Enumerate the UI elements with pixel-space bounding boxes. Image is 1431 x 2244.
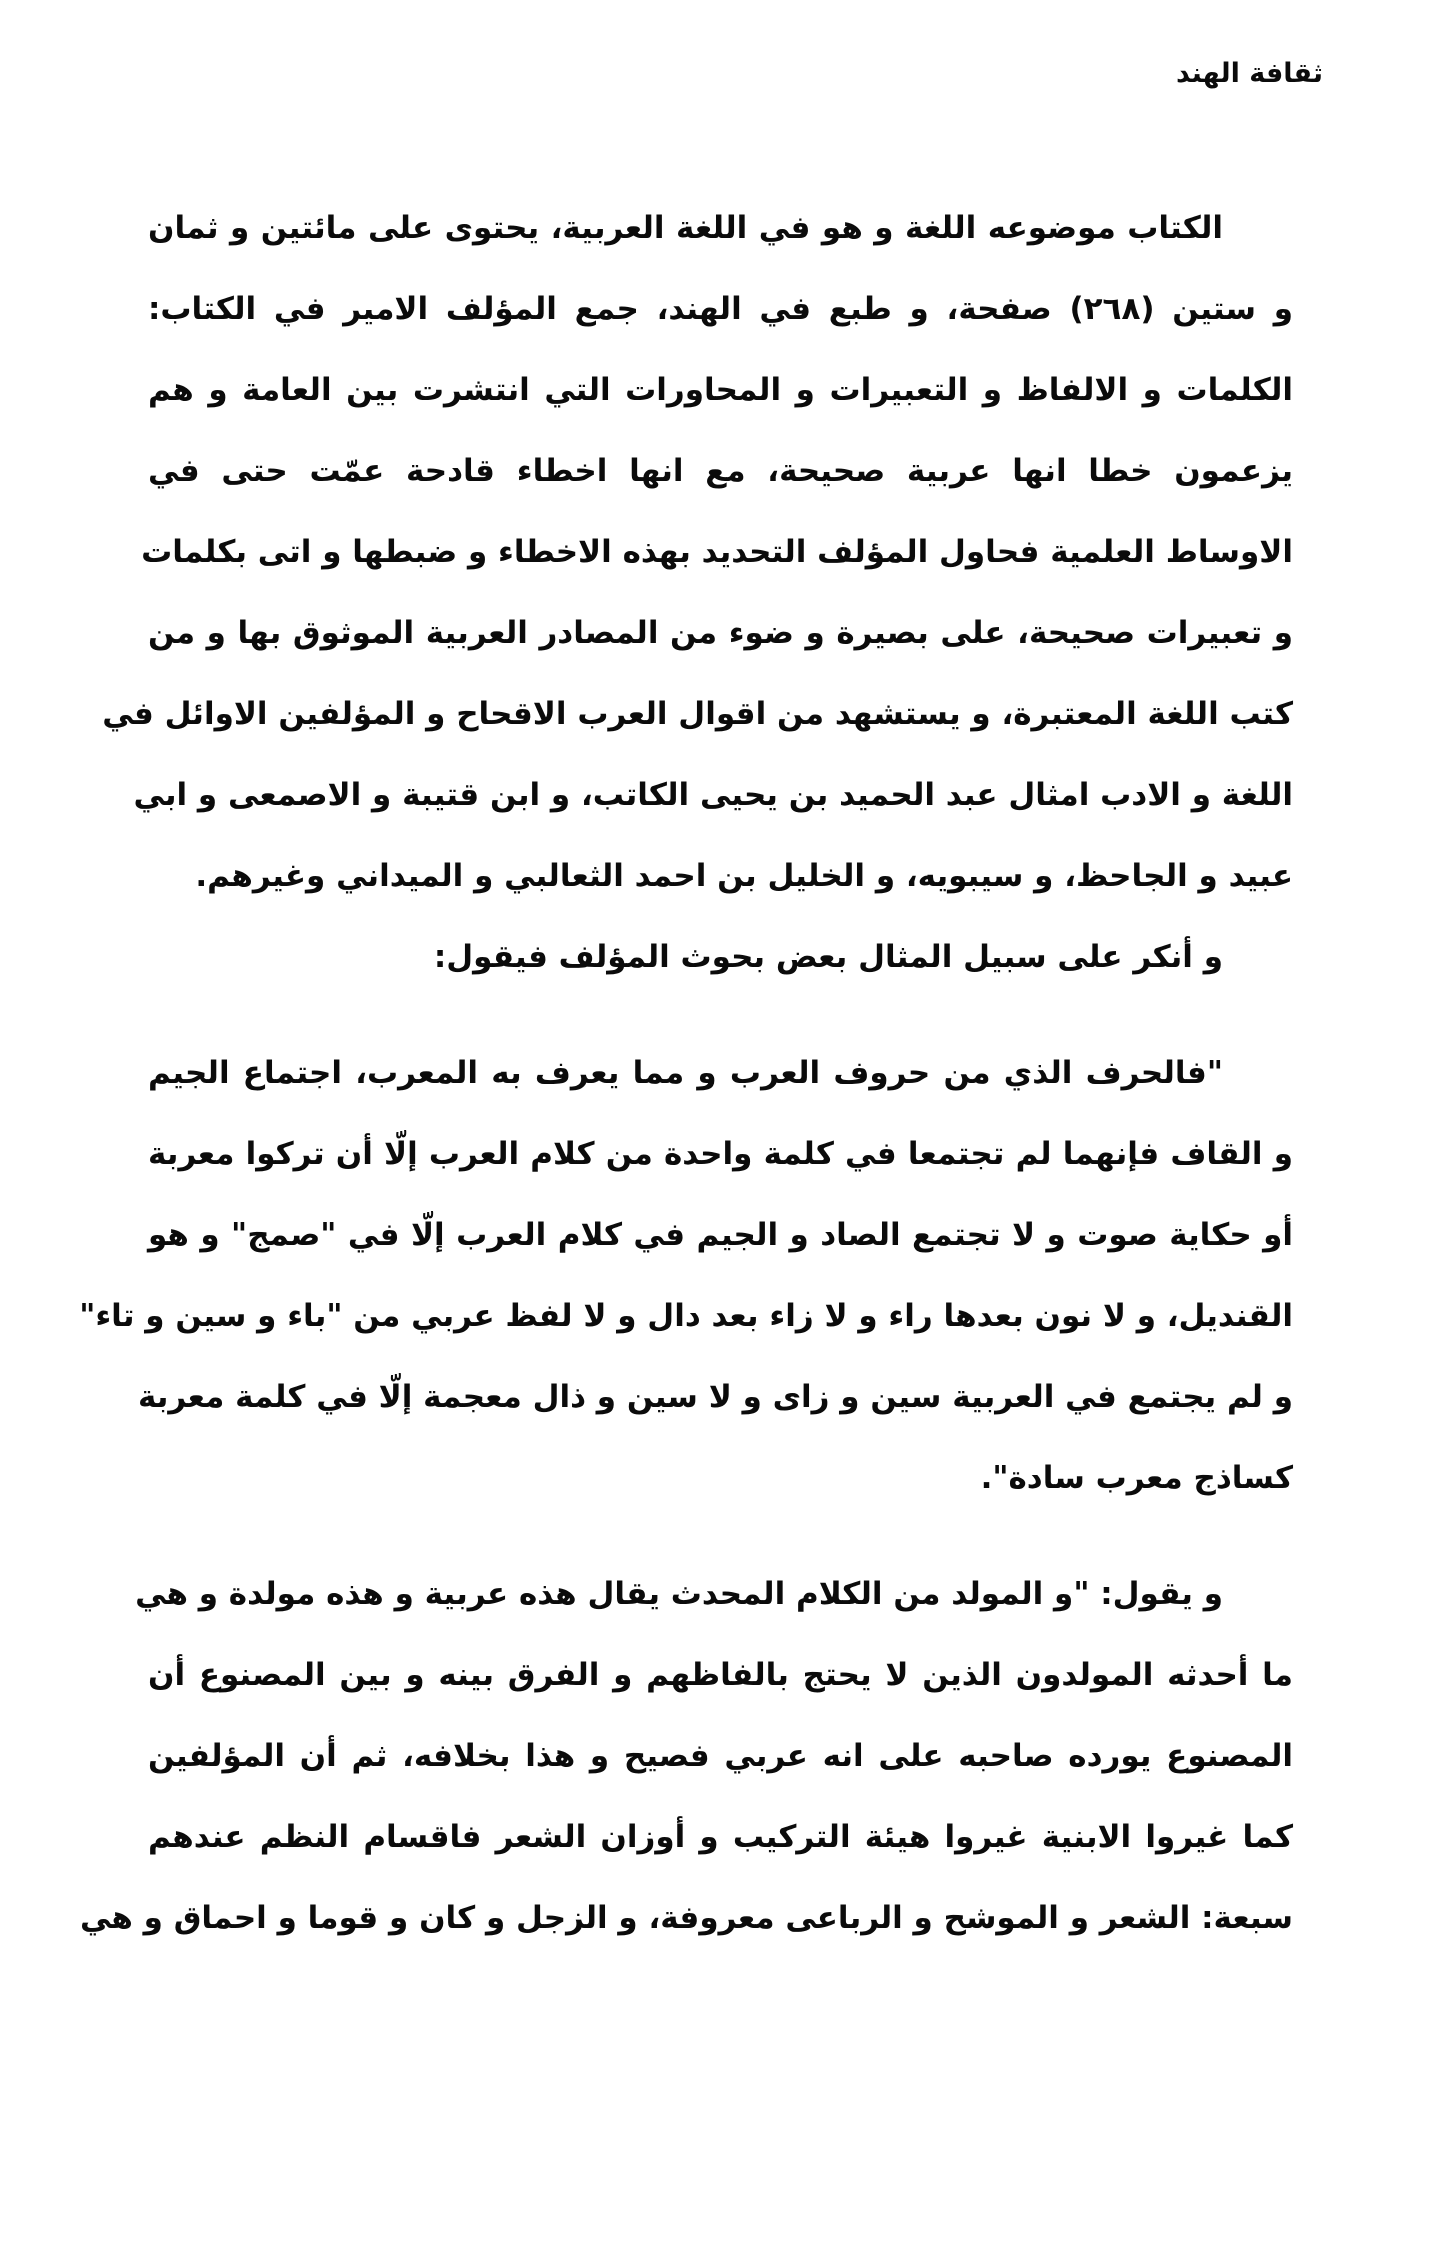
text-line: ما أحدثه المولدون الذين لا يحتج بالفاظهم و الفرق بينه و بين المصنوع أن (148, 1657, 1293, 1693)
text-line: سبعة: الشعر و الموشح و الرباعى معروفة، و الزجل و كان و قوما و احماق و هي (79, 1900, 1293, 1936)
text-line: و تعبيرات صحيحة، على بصيرة و ضوء من المصادر العربية الموثوق بها و من (148, 615, 1293, 651)
paragraph-quote-muwallad (79, 1554, 1293, 1959)
text-line: الكتاب موضوعه اللغة و هو في اللغة العربية، يحتوى على مائتين و ثمان (148, 210, 1223, 246)
running-header: ثقافة الهند (1176, 58, 1323, 89)
text-line: و لم يجتمع في العربية سين و زاى و لا سين و ذال معجمة إلّا في كلمة معربة (137, 1379, 1293, 1415)
page-body (79, 188, 1293, 1959)
paragraph-intro-quote (148, 917, 1293, 998)
text-line: و ستين (٢٦٨) صفحة، و طبع في الهند، جمع المؤلف الامير في الكتاب: (148, 291, 1293, 327)
text-line: عبيد و الجاحظ، و سيبويه، و الخليل بن احمد الثعالبي و الميداني وغيرهم. (195, 858, 1293, 894)
paragraph-book-description (102, 188, 1293, 917)
text-line: الكلمات و الالفاظ و التعبيرات و المحاورات التي انتشرت بين العامة و هم (148, 372, 1293, 408)
text-line: "فالحرف الذي من حروف العرب و مما يعرف به المعرب، اجتماع الجيم (148, 1055, 1223, 1091)
text-line: اللغة و الادب امثال عبد الحميد بن يحيى الكاتب، و ابن قتيبة و الاصمعى و ابي (133, 777, 1293, 813)
text-line: المصنوع يورده صاحبه على انه عربي فصيح و هذا بخلافه، ثم أن المؤلفين (148, 1738, 1293, 1774)
text-line: كساذج معرب سادة". (980, 1460, 1293, 1496)
text-line: أو حكاية صوت و لا تجتمع الصاد و الجيم في كلام العرب إلّا في "صمج" و هو (148, 1217, 1293, 1253)
text-line: و أنكر على سبيل المثال بعض بحوث المؤلف فيقول: (433, 939, 1223, 975)
text-line: الاوساط العلمية فحاول المؤلف التحديد بهذه الاخطاء و ضبطها و اتى بكلمات (141, 534, 1293, 570)
text-line: القنديل، و لا نون بعدها راء و لا زاء بعد دال و لا لفظ عربي من "باء و سين و تاء" (79, 1298, 1293, 1334)
paragraph-quote-muarrab (79, 1033, 1293, 1519)
text-line: و يقول: "و المولد من الكلام المحدث يقال هذه عربية و هذه مولدة و هي (135, 1576, 1223, 1612)
text-line: يزعمون خطا انها عربية صحيحة، مع انها اخطاء قادحة عمّت حتى في (148, 453, 1293, 489)
text-line: كتب اللغة المعتبرة، و يستشهد من اقوال العرب الاقحاح و المؤلفين الاوائل في (102, 696, 1293, 732)
text-line: كما غيروا الابنية غيروا هيئة التركيب و أوزان الشعر فاقسام النظم عندهم (148, 1819, 1293, 1855)
text-line: و القاف فإنهما لم تجتمعا في كلمة واحدة من كلام العرب إلّا أن تركوا معربة (148, 1136, 1293, 1172)
